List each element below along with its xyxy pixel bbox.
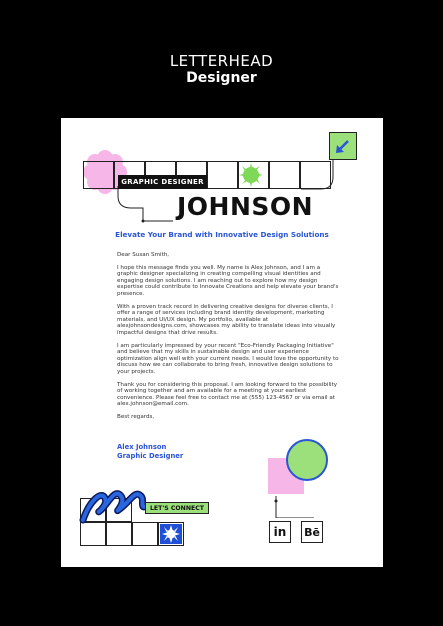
paragraph: I hope this message finds you well. My name is Alex Johnson, and I am a graphic designer specializing in creating compelling visual identities and engaging design solutions. I am reaching out to explore how my design expertise could contribute to Innovate Creations and help elevate your brand's presence. (117, 264, 339, 297)
behance-label: Bē (304, 525, 320, 539)
tagline: Elevate Your Brand with Innovative Design Solutions (115, 230, 329, 239)
lower-connector (113, 186, 183, 226)
greeting: Dear Susan Smith, (117, 252, 170, 258)
signature-role: Graphic Designer (117, 452, 184, 460)
paragraph: I am particularly impressed by your recent "Eco-Friendly Packaging Initiative" and believe that my skills in sustainable design and user experience optimization align well with your current needs. I would love the opportunity to discuss how we can collaborate to bring fresh, innovative design solutions to your projects. (117, 342, 339, 375)
sunburst-icon (237, 161, 265, 189)
linkedin-icon[interactable] (269, 521, 291, 543)
surname-heading: JOHNSON (177, 192, 314, 221)
closing: Best regards, (117, 413, 155, 420)
letter-page (61, 118, 383, 567)
paragraph: Thank you for considering this proposal. I am looking forward to the possibility of working together and am available for a meeting at your earliest convenience. Please feel free to contact me at (555) 123-4567 or via email at alex.johnson@email.com. (117, 381, 338, 408)
signature-name: Alex Johnson (117, 443, 167, 451)
arrow-down-left-icon (329, 132, 357, 160)
paragraph: With a proven track record in delivering creative designs for diverse clients, I offer a range of services including brand identity development, marketing materials, and UI/UX design. My portfolio, available at alexjohnsondesigns.com, showcases my ability to translate ideas into visually impactful designs that drive results. (117, 303, 336, 336)
letter-body (117, 252, 339, 426)
letterhead-subtitle: Designer (186, 70, 257, 86)
starburst-icon (158, 522, 184, 546)
role-badge: GRAPHIC DESIGNER (118, 175, 207, 189)
scribble-icon (79, 480, 151, 526)
grid-cell (207, 161, 238, 189)
behance-icon[interactable] (301, 521, 323, 543)
grid-cell (269, 161, 300, 189)
letterhead-title: LETTERHEAD (169, 52, 274, 70)
grid-cell (83, 161, 114, 189)
lets-connect-label: LET'S CONNECT (145, 502, 209, 514)
linkedin-label: in (273, 525, 287, 539)
circle-icon (283, 436, 331, 484)
social-connector (266, 496, 316, 518)
